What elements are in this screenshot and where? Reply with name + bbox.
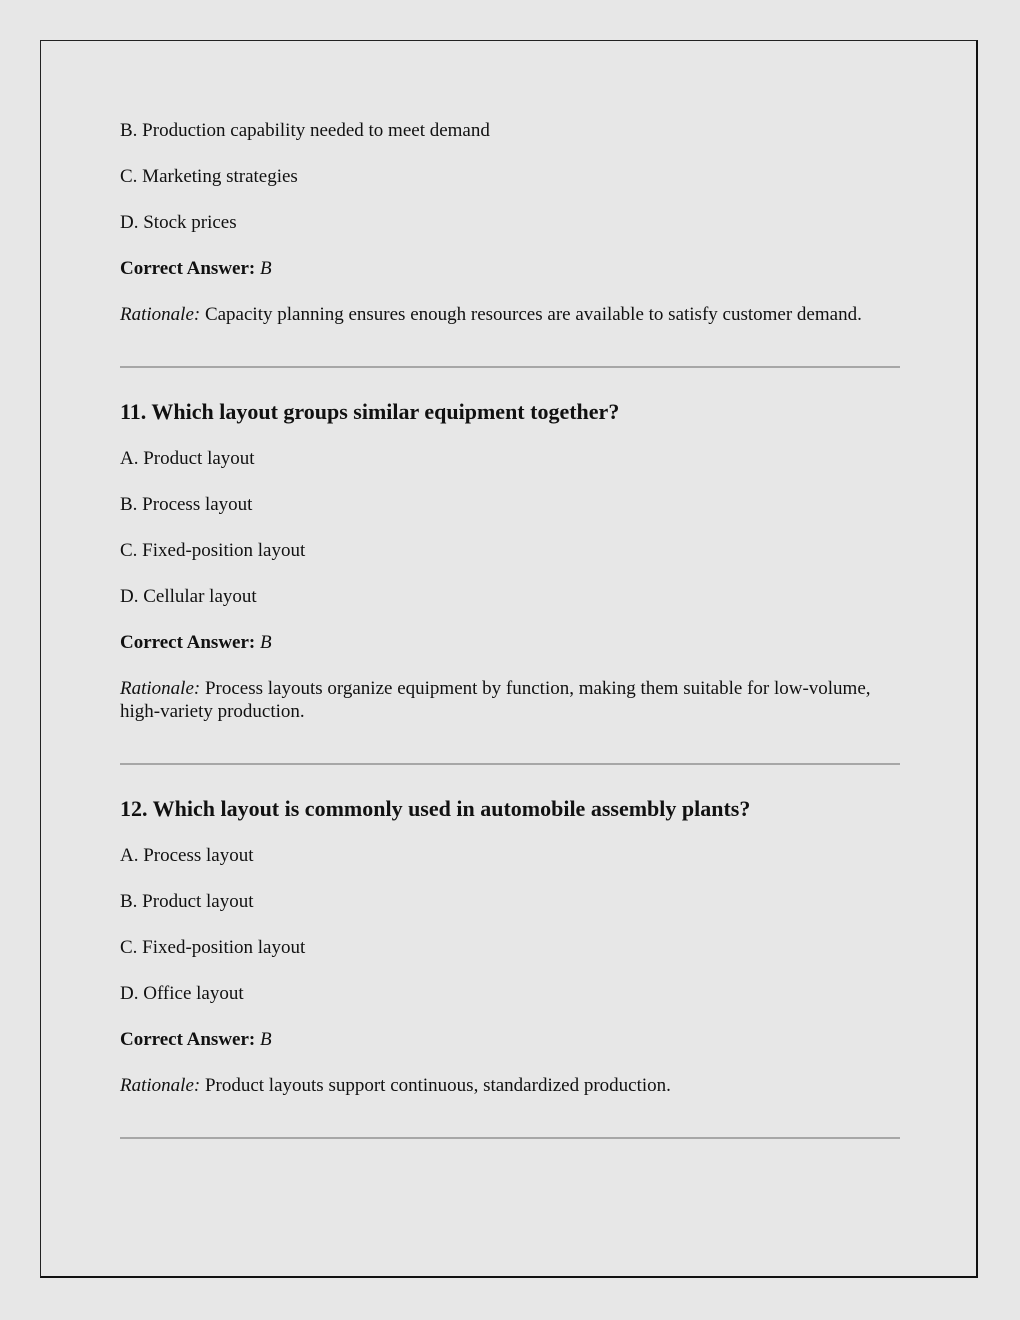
- option-c: C. Fixed-position layout: [120, 937, 306, 958]
- option-b: B. Process layout: [120, 494, 253, 515]
- rationale-text: Capacity planning ensures enough resources are available to satisfy customer demand.: [204, 304, 862, 325]
- option-d: D. Cellular layout: [120, 586, 257, 607]
- correct-answer: [120, 1028, 900, 1051]
- rationale: [120, 677, 900, 723]
- correct-answer-label: Correct Answer:: [120, 632, 256, 653]
- correct-answer: [120, 257, 900, 280]
- option-a: A. Product layout: [120, 448, 255, 469]
- separator: [120, 763, 900, 765]
- question-12: [120, 795, 900, 1097]
- option-c: C. Fixed-position layout: [120, 540, 306, 561]
- correct-answer-value: B: [260, 1029, 272, 1050]
- correct-answer-value: B: [260, 258, 272, 279]
- separator: [120, 1137, 900, 1139]
- question-11: [120, 398, 900, 723]
- correct-answer: [120, 631, 900, 654]
- rationale-label: Rationale:: [120, 678, 201, 699]
- option-c: C. Marketing strategies: [120, 166, 298, 187]
- rationale-label: Rationale:: [120, 1075, 201, 1096]
- question-title: 11. Which layout groups similar equipment together?: [120, 399, 620, 424]
- option-d: D. Stock prices: [120, 212, 237, 233]
- rationale: [120, 1074, 900, 1097]
- option-a: A. Process layout: [120, 845, 254, 866]
- document-page: [40, 40, 978, 1278]
- correct-answer-label: Correct Answer:: [120, 258, 256, 279]
- rationale: [120, 303, 900, 326]
- rationale-text: Process layouts organize equipment by function, making them suitable for low-volume, high-variety production.: [120, 678, 871, 722]
- option-b: B. Production capability needed to meet demand: [120, 120, 490, 141]
- correct-answer-label: Correct Answer:: [120, 1029, 256, 1050]
- rationale-text: Product layouts support continuous, standardized production.: [204, 1075, 671, 1096]
- correct-answer-value: B: [260, 632, 272, 653]
- question-10-continued: [120, 119, 900, 326]
- question-title: 12. Which layout is commonly used in automobile assembly plants?: [120, 796, 751, 821]
- page-content: [120, 119, 900, 1169]
- option-b: B. Product layout: [120, 891, 254, 912]
- rationale-label: Rationale:: [120, 304, 201, 325]
- option-d: D. Office layout: [120, 983, 244, 1004]
- separator: [120, 366, 900, 368]
